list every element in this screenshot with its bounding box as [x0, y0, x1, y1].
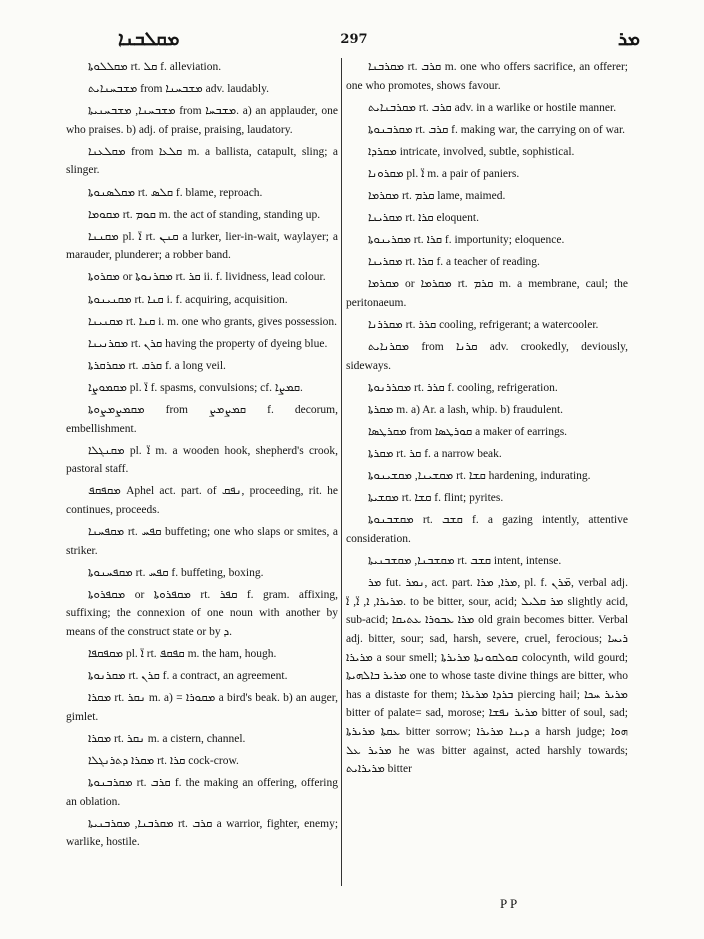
dictionary-entry: ܡܩܪܝܢܐ rt. ܩܪܐ f. a teacher of reading. — [368, 256, 540, 269]
left-column — [66, 58, 338, 898]
dictionary-entry: ܡܩܪܐ ܕܬܪܢܓܠܐ rt. ܩܪܐ cock-crow. — [88, 755, 239, 768]
dictionary-entry: ܡܩܘܡܐ rt. ܩܘܡ m. the act of standing, standing up. — [88, 208, 321, 221]
dictionary-entry: ܡܩܪܪܢܘܬܐ rt. ܩܪܪ f. cooling, refrigeration. — [368, 381, 558, 394]
dictionary-entry: ܡܩܪܬܐ rt. ܩܪ f. a narrow beak. — [368, 448, 502, 461]
dictionary-entry: ܡܩܦܪܘܬܐ or ܡܩܦܪܘܬܐ rt. ܩܦܪ f. gram. affixing, suffixing; the connexion of one noun with another by means of the construct state or by ܕ. — [66, 588, 338, 639]
right-column — [346, 58, 628, 898]
page-header — [40, 24, 668, 54]
dictionary-entry: ܡܩܢܝܢܘܬܐ rt. ܩܢܐ i. f. acquiring, acquisition. — [88, 293, 288, 306]
dictionary-entry: ܡܩܠܠܘܬܐ rt. ܩܠ f. alleviation. — [88, 61, 222, 73]
dictionary-entry: ܡܩܫܒܢܐ, ܡܩܫܒܢܝܬܐ rt. ܩܫܒ intent, intense. — [368, 555, 562, 568]
dictionary-entry: ܡܩܪܢܝܢܐ rt. ܩܪܢ having the property of dyeing blue. — [88, 337, 328, 350]
dictionary-entry: ܡܩܪܡܐ rt. ܩܪܡ lame, maimed. — [368, 190, 506, 203]
dictionary-entry: ܡܩܡܨܡܨܘܬܐ from ܩܡܨܡܨ f. decorum, embellishment. — [66, 404, 338, 435]
dictionary-entry: ܡܩܪܒܢܐ, ܡܩܪܒܢܝܬܐ rt. ܩܪܒ a warrior, fighter, enemy; warlike, hostile. — [66, 817, 338, 849]
dictionary-entry: ܡܩܪܒܢܐܝܬ rt. ܩܪܒ adv. in a warlike or hostile manner. — [368, 101, 617, 114]
dictionary-entry: ܡܩܦܩܦܐ pl. ܐ̈ rt. ܩܦܩܦ m. the ham, hough. — [88, 648, 277, 661]
dictionary-entry: ܡܩܪܛܣܐ from ܩܘܪܛܣܐ a maker of earrings. — [368, 426, 568, 439]
column-divider — [341, 58, 342, 886]
dictionary-entry: ܡܩܦܚܢܐ rt. ܩܦܚ buffeting; one who slaps or smites, a striker. — [66, 526, 338, 557]
dictionary-entry: ܡܩܪܢܐܝܬ from ܩܪܢܐ adv. crookedly, deviously, sideways. — [346, 341, 628, 372]
dictionary-entry: ܡܩܪܬܐ m. a) Ar. a lash, whip. b) fraudulent. — [368, 404, 564, 416]
dictionary-entry: ܡܩܪܢܘܬܐ rt. ܩܪܢ f. a contract, an agreement. — [88, 670, 288, 683]
dictionary-entry: ܡܩܪܝܢܐ rt. ܩܪܐ eloquent. — [368, 212, 479, 225]
dictionary-entry: ܡܩܪܡܐ or ܡܩܪܡܐ rt. ܩܪܡ m. a membrane, caul; the peritonaeum. — [346, 278, 628, 310]
dictionary-entry: ܡܪ fut. ܢܡܪ, act. part. ܡܪܐ, ܡܪܐ, pl. f. ܡ̈ܪܢ, verbal adj. ܡܪܝܪܐ, ܐ, ܐ̈, ܐ̈. to be bitter, sour, acid; ܡܪ ܩܠܝܠ slightly acid, sub-acid; ܡܪܐ ܥܒܘܪܐ ܥܬܝܩܐ old grain becomes bitter. Verbal adj. bitter, sour; sad, harsh, severe, cruel, ferocious; ܪܝܚܐ ܡܪܝܪܐ a sour smell; ܩܘܠܩܘܢܬܐ ܡܪܝܪܬܐ colocynth, wild gourd; ܡܪܝܪ ܒܐܠܗܝܬܐ one to whose taste divine things are bitter, who has a distaste for them; ܒܪܕܐ ܡܪܝܪܐ piercing hail; ܡܪܝܪ ܚܟܐ bitter of palate= sad, morose; ܡܪܝܪ ܢܦܫܐ bitter of soul, sad; ܥܩܬܐ ܡܪܝܪܬܐ bitter sorrow; ܕܝܢܐ ܡܪܝܪܐ a harsh judge; ܗܘܐ ܡܪܝܪ ܥܠ he was bitter against, acted harshly towards; ܡܪܝܪܐܝܬ bitter — [346, 577, 628, 776]
dictionary-entry: ܡܩܠܣܢܘܬܐ rt. ܩܠܣ f. blame, reproach. — [88, 186, 263, 199]
dictionary-entry: ܡܩܫܝܢܐ, ܡܩܫܝܢܘܬܐ rt. ܩܫܐ hardening, indurating. — [368, 470, 591, 483]
dictionary-entry: ܡܩܪܝܢܘܬܐ rt. ܩܪܐ f. importunity; eloquence. — [368, 234, 565, 247]
dictionary-entry: ܡܩܪܕܐ intricate, involved, subtle, sophistical. — [368, 145, 575, 158]
dictionary-entry: ܡܩܫܝܬܐ rt. ܩܫܐ f. flint; pyrites. — [368, 492, 504, 505]
running-headword: ܡܩܠܒܢܐ — [118, 28, 180, 50]
dictionary-entry: ܡܩܡܘܨܐ pl. ܐ̈ f. spasms, convulsions; cf. ܩܡܨܐ. — [88, 381, 303, 394]
dictionary-entry: ܡܩܠܥܢܐ from ܩܠܥܐ m. a ballista, catapult, sling; a slinger. — [66, 145, 338, 177]
dictionary-entry: ܡܩܪܩܪܬܐ rt. ܩܪܩ f. a long veil. — [88, 359, 226, 372]
dictionary-entry: ܡܩܪܪܢܐ rt. ܩܪܪ cooling, refrigerant; a watercooler. — [368, 319, 599, 332]
dictionary-entry: ܡܫܒܚܢܐ, ܡܫܒܚܢܝܬܐ from ܡܫܒܚܐ. a) an applauder, one who praises. b) adj. of praise, praising, laudatory. — [66, 105, 338, 136]
dictionary-entry: ܡܩܪܒܢܘܬܐ rt. ܩܪܒ f. the making an offering, offering an oblation. — [66, 777, 338, 808]
dictionary-entry: ܡܩܪܘܢܐ pl. ܐ̈ m. a pair of paniers. — [368, 167, 520, 180]
dictionary-entry: ܡܩܢܓܠܐ pl. ܐ̈ m. a wooden hook, shepherd's crook, pastoral staff. — [66, 444, 338, 476]
dictionary-entry: ܡܩܪܐ rt. ܢܩܪ m. a) = ܡܩܘܪܐ a bird's beak. b) an auger, gimlet. — [66, 692, 338, 723]
signature-mark: P P — [500, 896, 518, 911]
dictionary-entry: ܡܩܫܒܢܘܬܐ rt. ܩܫܒ f. a gazing intently, attentive consideration. — [346, 514, 628, 546]
dictionary-entry: ܡܩܢܢܐ pl. ܐ̈ rt. ܩܢܢ a lurker, lier-in-wait, waylayer; a marauder, plunderer; a robber band. — [66, 230, 338, 262]
dictionary-entry: ܡܩܪܘܬܐ or ܡܩܪܢܘܬܐ rt. ܩܪ ii. f. lividness, lead colour. — [88, 271, 326, 284]
dictionary-entry: ܡܩܪܒܢܐ rt. ܩܪܒ m. one who offers sacrifice, an offerer; one who promotes, shows favour. — [346, 61, 628, 92]
page-number: 297 — [340, 32, 368, 47]
dictionary-entry: ܡܩܦܚܢܘܬܐ rt. ܩܦܚ f. buffeting, boxing. — [88, 566, 264, 579]
dictionary-entry: ܡܫܒܚܢܐܝܬ from ܡܫܒܚܢܐ adv. laudably. — [88, 83, 269, 96]
dictionary-entry: ܡܩܢܝܢܐ rt. ܩܢܐ i. m. one who grants, gives possession. — [88, 315, 338, 328]
dictionary-entry: ܡܩܪܐ rt. ܢܩܪ m. a cistern, channel. — [88, 733, 246, 745]
dictionary-entry: ܡܩܪܒܢܘܬܐ rt. ܩܪܒ f. making war, the carrying on of war. — [368, 123, 626, 136]
running-letter: ܡܪ — [617, 28, 640, 50]
dictionary-entry: ܡܩܦܩܦ Aphel act. part. of ܢܦܩ, proceeding, rit. he continues, proceeds. — [66, 485, 338, 516]
